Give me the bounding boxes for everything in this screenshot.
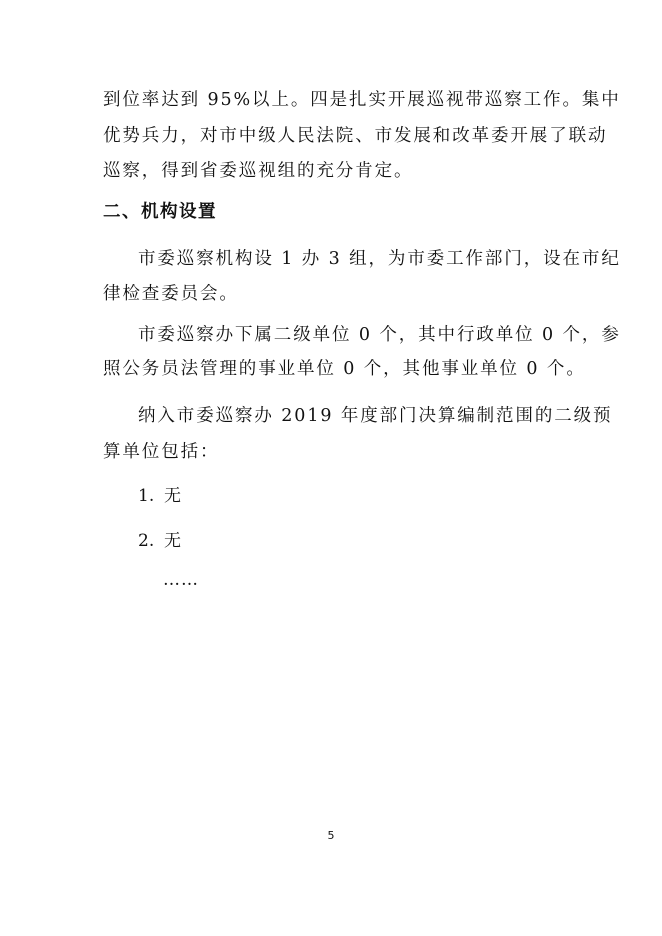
paragraph-1-line-1: 市委巡察机构设 1 办 3 组，为市委工作部门，设在市纪 [138,249,621,269]
paragraph-3-line-2: 算单位包括： [103,442,220,462]
list-item [138,529,181,553]
paragraph-continued-line-2: 优势兵力，对市中级人民法院、市发展和改革委开展了联动 [103,126,608,146]
paragraph-2-line-2: 照公务员法管理的事业单位 0 个，其他事业单位 0 个。 [103,359,586,379]
ellipsis: …… [163,570,199,590]
section-heading: 二、机构设置 [103,202,217,222]
paragraph-1-line-2: 律检查委员会。 [103,284,239,304]
paragraph-3-line-1: 纳入市委巡察办 2019 年度部门决算编制范围的二级预 [138,406,613,426]
list-item-number: 2. [138,531,155,551]
list-item-text: 无 [164,486,181,506]
paragraph-continued-line-1: 到位率达到 95%以上。四是扎实开展巡视带巡察工作。集中 [103,90,621,110]
list-item [138,484,181,508]
paragraph-continued-line-3: 巡察，得到省委巡视组的充分肯定。 [103,161,414,181]
page-number: 5 [327,829,335,842]
list-item-text: 无 [164,531,181,551]
list-item-number: 1. [138,486,155,506]
paragraph-2-line-1: 市委巡察办下属二级单位 0 个，其中行政单位 0 个，参 [138,325,621,345]
